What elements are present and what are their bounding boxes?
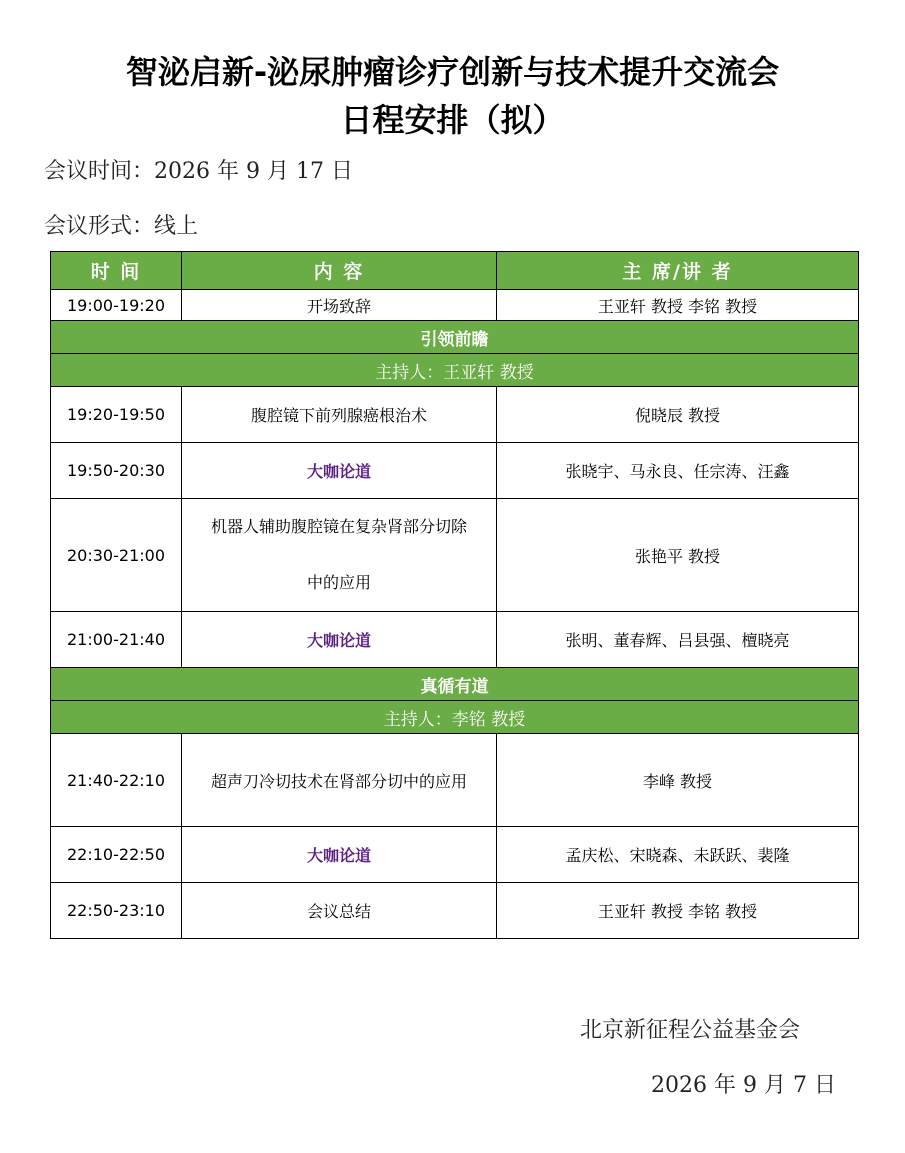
speaker-cell: 倪晓辰 教授	[497, 387, 859, 443]
speaker-cell: 孟庆松、宋晓森、未跃跃、裴隆	[497, 827, 859, 883]
section-row	[51, 321, 859, 354]
speaker-cell: 李峰 教授	[497, 734, 859, 827]
table-row	[51, 734, 859, 827]
meeting-format: 会议形式：线上	[44, 214, 199, 239]
speaker-cell: 张晓宇、马永良、任宗涛、汪鑫	[497, 443, 859, 499]
content-cell: 大咖论道	[182, 827, 497, 883]
time-cell: 19:50-20:30	[51, 443, 182, 499]
time-cell: 22:10-22:50	[51, 827, 182, 883]
time-cell: 22:50-23:10	[51, 883, 182, 939]
table-row	[51, 290, 859, 321]
speaker-cell: 王亚轩 教授 李铭 教授	[497, 290, 859, 321]
document-title-line2: 日程安排（拟）	[340, 101, 565, 139]
header-time: 时 间	[51, 252, 182, 290]
content-line-1: 机器人辅助腹腔镜在复杂肾部分切除	[210, 517, 467, 536]
header-content: 内 容	[182, 252, 497, 290]
time-cell: 19:00-19:20	[51, 290, 182, 321]
table-row	[51, 827, 859, 883]
content-cell: 腹腔镜下前列腺癌根治术	[182, 387, 497, 443]
time-cell: 21:40-22:10	[51, 734, 182, 827]
host-label: 主持人：李铭 教授	[51, 701, 859, 734]
time-cell: 20:30-21:00	[51, 499, 182, 612]
speaker-cell: 王亚轩 教授 李铭 教授	[497, 883, 859, 939]
content-cell: 会议总结	[182, 883, 497, 939]
speaker-cell: 张艳平 教授	[497, 499, 859, 612]
time-cell: 21:00-21:40	[51, 612, 182, 668]
table-row	[51, 443, 859, 499]
table-row	[51, 387, 859, 443]
table-row	[51, 499, 859, 612]
content-cell: 开场致辞	[182, 290, 497, 321]
section-row	[51, 668, 859, 701]
table-row	[51, 883, 859, 939]
document-title-line1: 智泌启新-泌尿肿瘤诊疗创新与技术提升交流会	[125, 53, 780, 91]
footer-date: 2026 年 9 月 7 日	[651, 1073, 836, 1098]
section-title: 引领前瞻	[51, 321, 859, 354]
content-cell: 大咖论道	[182, 612, 497, 668]
section-title: 真循有道	[51, 668, 859, 701]
time-cell: 19:20-19:50	[51, 387, 182, 443]
host-row	[51, 701, 859, 734]
table-row	[51, 612, 859, 668]
content-cell: 超声刀冷切技术在肾部分切中的应用	[182, 734, 497, 827]
table-header-row	[51, 252, 859, 290]
meeting-time: 会议时间：2026 年 9 月 17 日	[44, 159, 353, 184]
content-line-2: 中的应用	[306, 573, 371, 592]
content-cell	[182, 499, 497, 612]
header-speaker: 主 席/讲 者	[497, 252, 859, 290]
content-cell: 大咖论道	[182, 443, 497, 499]
schedule-table	[50, 251, 859, 939]
host-row	[51, 354, 859, 387]
speaker-cell: 张明、董春辉、吕县强、檀晓亮	[497, 612, 859, 668]
host-label: 主持人：王亚轩 教授	[51, 354, 859, 387]
footer-organization: 北京新征程公益基金会	[580, 1018, 801, 1043]
